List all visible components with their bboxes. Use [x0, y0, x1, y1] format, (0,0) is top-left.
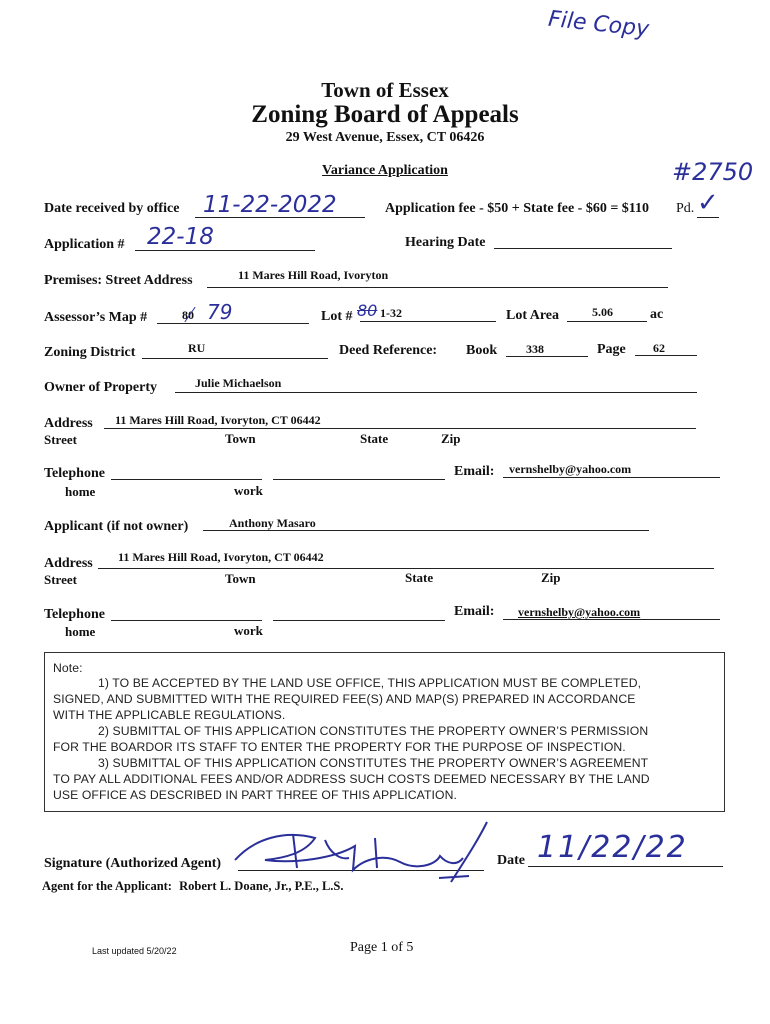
owner-work-caption: work: [234, 483, 263, 498]
note-line-3: WITH THE APPLICABLE REGULATIONS.: [53, 708, 286, 722]
applicant-telephone-label: Telephone: [44, 607, 105, 622]
page-number: Page 1 of 5: [350, 940, 414, 955]
note-line-5: FOR THE BOARDOR ITS STAFF TO ENTER THE PROPERTY FOR THE PURPOSE OF INSPECTION.: [53, 740, 626, 754]
owner-label: Owner of Property: [44, 380, 158, 395]
owner-line: [175, 392, 697, 393]
paid-check-mark: ✓: [697, 188, 719, 218]
applicant-street-caption: Street: [44, 572, 77, 587]
book-value: 338: [526, 342, 544, 356]
lot-label: Lot #: [321, 309, 353, 324]
page-line: [635, 355, 697, 356]
zoning-district-value: RU: [188, 341, 206, 355]
applicant-address-value: 11 Mares Hill Road, Ivoryton, CT 06442: [118, 550, 324, 564]
note-line-2: SIGNED, AND SUBMITTED WITH THE REQUIRED FEE(S) AND MAP(S) PREPARED IN ACCORDANCE: [53, 692, 636, 706]
page-label: Page: [597, 342, 626, 357]
lot-line: [360, 321, 496, 322]
applicant-work-caption: work: [234, 623, 263, 638]
owner-state-caption: State: [360, 431, 389, 446]
premises-line: [207, 287, 668, 288]
applicant-home-caption: home: [65, 624, 96, 639]
signature-date-value: 11/22/22: [537, 830, 688, 865]
form-title-text: Variance Application: [322, 163, 448, 178]
application-number-label: Application #: [44, 237, 125, 252]
owner-town-caption: Town: [225, 431, 256, 446]
lot-typed-value: 1-32: [380, 306, 402, 320]
signature-scribble: [225, 818, 495, 888]
lot-area-label: Lot Area: [506, 308, 560, 323]
date-received-label: Date received by office: [44, 201, 180, 216]
owner-home-caption: home: [65, 484, 96, 499]
lot-area-line: [567, 321, 647, 322]
form-title: [0, 163, 770, 179]
board-address: 29 West Avenue, Essex, CT 06426: [285, 130, 485, 145]
note-box: [44, 652, 725, 812]
applicant-email-value: vernshelby@yahoo.com: [518, 605, 641, 619]
agent-row: [42, 879, 343, 894]
application-number-value: 22-18: [147, 224, 214, 250]
assessor-map-line: [157, 323, 309, 324]
signature-date-line: [528, 866, 723, 867]
owner-telephone-label: Telephone: [44, 466, 105, 481]
owner-telephone-home-line: [111, 479, 262, 480]
note-line-6: 3) SUBMITTAL OF THIS APPLICATION CONSTITUTES THE PROPERTY OWNER’S AGREEMENT: [98, 756, 649, 770]
note-line-1: 1) TO BE ACCEPTED BY THE LAND USE OFFICE, THIS APPLICATION MUST BE COMPLETED,: [98, 676, 642, 690]
last-updated: Last updated 5/20/22: [92, 946, 177, 956]
owner-value: Julie Michaelson: [195, 376, 282, 390]
board-name: Zoning Board of Appeals: [251, 101, 519, 128]
applicant-address-line: [98, 568, 714, 569]
signature-date-label: Date: [497, 853, 525, 868]
hearing-date-label: Hearing Date: [405, 235, 486, 250]
assessor-map-label: Assessor’s Map #: [44, 310, 148, 325]
applicant-value: Anthony Masaro: [229, 516, 316, 530]
owner-email-value: vernshelby@yahoo.com: [509, 462, 632, 476]
zoning-district-line: [142, 358, 328, 359]
note-line-4: 2) SUBMITTAL OF THIS APPLICATION CONSTITUTES THE PROPERTY OWNER’S PERMISSION: [98, 724, 649, 738]
application-number-line: [135, 250, 315, 251]
agent-value: Robert L. Doane, Jr., P.E., L.S.: [179, 879, 344, 893]
premises-value: 11 Mares Hill Road, Ivoryton: [238, 268, 389, 282]
assessor-map-handwritten-value: 79: [207, 300, 233, 324]
note-line-7: TO PAY ALL ADDITIONAL FEES AND/OR ADDRESS SUCH COSTS DEEMED NECESSARY BY THE LAND: [53, 772, 650, 786]
zoning-district-label: Zoning District: [44, 345, 136, 360]
owner-address-label: Address: [44, 416, 93, 431]
deed-reference-label: Deed Reference:: [339, 343, 438, 358]
applicant-state-caption: State: [405, 570, 434, 585]
hearing-date-line: [494, 248, 672, 249]
owner-email-label: Email:: [454, 464, 495, 479]
date-received-value: 11-22-2022: [203, 192, 337, 218]
premises-label: Premises: Street Address: [44, 273, 193, 288]
assessor-map-typed-value: 80: [182, 308, 194, 322]
applicant-zip-caption: Zip: [541, 570, 561, 585]
fee-label: Application fee - $50 + State fee - $60 = $110: [385, 201, 650, 216]
owner-address-line: [104, 428, 696, 429]
lot-area-value: 5.06: [592, 305, 613, 319]
note-line-8: USE OFFICE AS DESCRIBED IN PART THREE OF THIS APPLICATION.: [53, 788, 458, 802]
town-name: Town of Essex: [321, 78, 449, 102]
owner-street-caption: Street: [44, 432, 77, 447]
lot-area-unit: ac: [650, 307, 664, 322]
book-line: [506, 356, 588, 357]
page-value: 62: [653, 341, 665, 355]
owner-address-value: 11 Mares Hill Road, Ivoryton, CT 06442: [115, 413, 321, 427]
applicant-address-label: Address: [44, 556, 93, 571]
agent-label: Agent for the Applicant:: [42, 879, 172, 893]
owner-zip-caption: Zip: [441, 431, 461, 446]
note-label: Note:: [53, 661, 83, 675]
book-label: Book: [466, 343, 498, 358]
owner-email-line: [503, 477, 720, 478]
applicant-telephone-home-line: [111, 620, 262, 621]
applicant-label: Applicant (if not owner): [44, 519, 189, 534]
owner-telephone-work-line: [273, 479, 445, 480]
paid-label: Pd.: [676, 201, 695, 216]
signature-label: Signature (Authorized Agent): [44, 856, 222, 871]
file-copy-handwriting: File Copy: [546, 6, 651, 43]
lot-handwritten-value: 80: [357, 301, 378, 320]
applicant-email-label: Email:: [454, 604, 495, 619]
applicant-telephone-work-line: [273, 620, 445, 621]
case-number-handwriting: #2750: [672, 158, 754, 186]
applicant-town-caption: Town: [225, 571, 256, 586]
